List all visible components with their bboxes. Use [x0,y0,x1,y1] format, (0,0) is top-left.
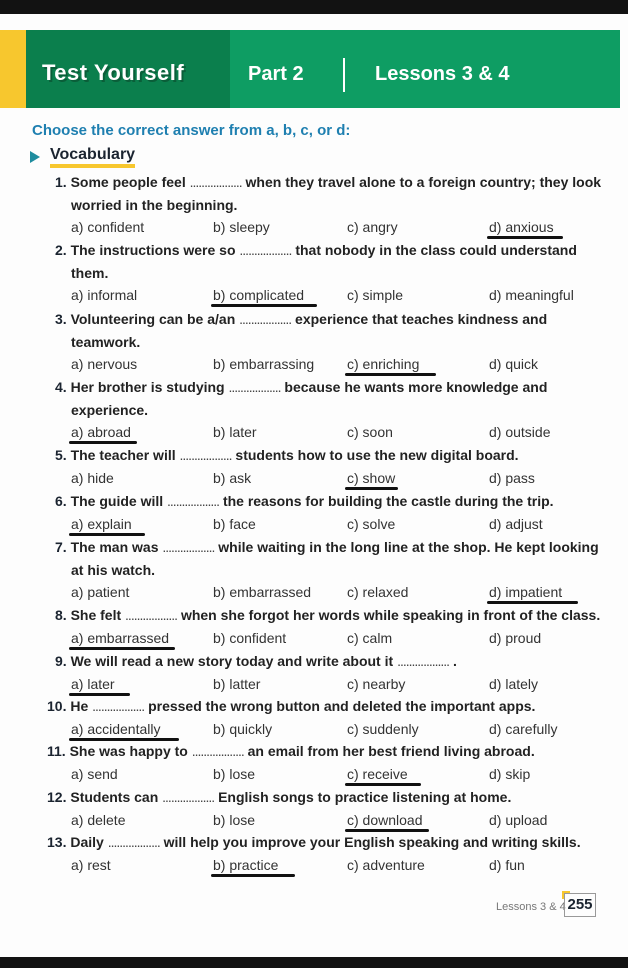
answer-option[interactable]: b) ask [213,469,252,486]
answer-option[interactable]: d) fun [489,856,525,873]
handwritten-underline [69,533,145,536]
question-text: an email from her best friend living abroad. [247,743,535,759]
question-text: We will read a new story today and write about it [70,653,398,669]
answer-option[interactable]: d) pass [489,469,535,486]
answer-option[interactable]: a) abroad [71,424,131,440]
answer-blank: .................. [189,174,242,190]
question-text: students how to use the new digital board. [235,447,519,463]
question-stem [55,652,457,670]
answer-option[interactable]: c) simple [347,287,404,303]
answer-option[interactable]: c) solve [347,515,396,532]
answer-option[interactable]: c) suddenly [347,720,419,737]
answer-option[interactable]: c) enriching [347,356,420,372]
answer-option[interactable]: b) complicated [213,287,305,303]
page-number: 255 [564,893,596,917]
answer-option[interactable]: a) delete [71,811,126,828]
answer-option[interactable]: b) latter [213,675,261,692]
section-arrow-icon [30,151,40,163]
question-stem [47,833,581,851]
question-text: Her brother is studying [70,379,229,395]
question-text: English songs to practice listening at home. [218,789,512,805]
answer-blank: .................. [239,242,292,258]
answer-blank: .................. [125,607,178,623]
answer-option[interactable]: a) patient [71,584,130,600]
question-number: 8. [55,607,67,623]
answer-option[interactable]: b) practice [213,856,279,873]
handwritten-underline [487,236,563,239]
question-stem [55,538,599,556]
question-text: Students can [70,789,163,805]
answer-blank: .................. [92,698,145,714]
answer-option[interactable]: c) show [347,469,396,486]
answer-blank: .................. [179,447,232,463]
handwritten-underline [69,693,130,696]
answer-option[interactable]: a) later [71,675,115,692]
answer-blank: .................. [107,834,160,850]
question-number: 1. [55,174,67,190]
header-banner [0,30,628,108]
answer-option[interactable]: b) lose [213,811,256,828]
section-label: Vocabulary [50,146,135,168]
answer-blank: .................. [228,379,281,395]
handwritten-underline [211,304,317,307]
question-text-continued: at his watch. [71,561,156,578]
answer-option[interactable]: d) upload [489,811,548,828]
question-text: The teacher will [70,447,180,463]
scan-edge-bottom [0,957,628,968]
question-stem [47,742,535,760]
answer-option[interactable]: a) confident [71,219,145,235]
question-number: 5. [55,447,67,463]
question-number: 10. [47,698,67,714]
question-number: 12. [47,789,67,805]
answer-option[interactable]: a) nervous [71,356,138,372]
question-text: when she forgot her words while speaking in front of the class. [180,607,601,623]
question-number: 6. [55,493,67,509]
question-text: She felt [70,607,126,623]
answer-option[interactable]: c) nearby [347,675,406,692]
question-number: 2. [55,242,67,258]
banner-title: Test Yourself [42,60,185,85]
answer-option[interactable]: d) outside [489,424,551,440]
question-text-continued: experience. [71,401,149,418]
answer-blank: .................. [397,653,450,669]
answer-option[interactable]: b) sleepy [213,219,270,235]
banner-lessons: Lessons 3 & 4 [375,63,510,85]
question-stem [55,446,519,464]
question-text-continued: teamwork. [71,333,141,350]
answer-option[interactable]: d) carefully [489,720,558,737]
question-number: 3. [55,311,67,327]
question-text: Daily [70,834,108,850]
scan-edge-top [0,0,628,14]
question-text: when they travel alone to a foreign country; they look [245,174,602,190]
question-number: 9. [55,653,67,669]
question-text-continued: them. [71,264,109,281]
question-stem [47,788,511,806]
question-number: 7. [55,539,67,555]
answer-option[interactable]: d) meaningful [489,287,574,303]
banner-divider [343,58,345,92]
question-text: The guide will [70,493,168,509]
answer-blank: .................. [239,311,292,327]
handwritten-underline [487,601,578,604]
question-text: while waiting in the long line at the shop. He kept looking [218,539,599,555]
question-text: that nobody in the class could understand [295,242,577,258]
answer-option[interactable]: b) embarrassed [213,584,312,600]
answer-option[interactable]: d) lately [489,675,539,692]
answer-option[interactable]: b) face [213,515,256,532]
footer-lessons: Lessons 3 & 4 [496,901,566,913]
handwritten-underline [345,783,421,786]
answer-option[interactable]: b) lose [213,765,256,782]
answer-blank: .................. [162,539,215,555]
handwritten-underline [69,738,179,741]
handwritten-underline [345,487,398,490]
answer-option[interactable]: c) adventure [347,856,425,873]
question-stem [55,492,554,510]
answer-option[interactable]: c) soon [347,424,393,440]
answer-option[interactable]: b) confident [213,629,287,646]
question-text-continued: worried in the beginning. [71,196,238,213]
question-stem [47,697,535,715]
instruction-text: Choose the correct answer from a, b, c, or d: [32,122,351,139]
question-stem [55,241,577,259]
question-text: experience that teaches kindness and [295,311,548,327]
answer-option[interactable]: d) quick [489,356,539,372]
question-number: 13. [47,834,67,850]
answer-option[interactable]: d) skip [489,765,531,782]
question-text: because he wants more knowledge and [284,379,548,395]
question-text: the reasons for building the castle during the trip. [222,493,554,509]
answer-option[interactable]: a) send [71,765,118,782]
answer-option[interactable]: c) relaxed [347,584,409,600]
handwritten-underline [69,441,137,444]
question-text: Volunteering can be a/an [70,311,240,327]
question-stem [55,606,600,624]
handwritten-underline [345,373,436,376]
question-text: pressed the wrong button and deleted the important apps. [148,698,536,714]
answer-option[interactable]: c) download [347,811,423,828]
answer-option[interactable]: a) rest [71,856,111,873]
answer-option[interactable]: a) explain [71,515,132,532]
question-number: 11. [47,743,66,759]
answer-option[interactable]: a) embarrassed [71,629,170,646]
answer-option[interactable]: c) calm [347,629,393,646]
answer-option[interactable]: b) later [213,424,257,440]
answer-option[interactable]: d) impatient [489,584,563,600]
question-text: . [452,653,457,669]
question-text: She was happy to [69,743,192,759]
answer-blank: .................. [191,743,244,759]
question-stem [55,378,547,396]
answer-option[interactable]: d) anxious [489,219,554,235]
answer-option[interactable]: c) angry [347,219,398,235]
handwritten-underline [69,647,175,650]
answer-option[interactable]: b) embarrassing [213,356,315,372]
answer-option[interactable]: b) quickly [213,720,273,737]
answer-option[interactable]: c) receive [347,765,408,782]
question-text: The instructions were so [70,242,240,258]
question-number: 4. [55,379,67,395]
answer-blank: .................. [162,789,215,805]
handwritten-underline [345,829,429,832]
answer-option[interactable]: a) hide [71,469,114,486]
question-stem [55,310,547,328]
question-stem [55,173,601,191]
question-text: He [70,698,93,714]
question-text: will help you improve your English speaking and writing skills. [163,834,581,850]
answer-blank: .................. [167,493,220,509]
answer-option[interactable]: a) accidentally [71,720,161,737]
answer-option[interactable]: a) informal [71,287,138,303]
question-text: The man was [70,539,163,555]
handwritten-underline [211,874,295,877]
banner-part: Part 2 [248,63,304,85]
answer-option[interactable]: d) adjust [489,515,543,532]
question-text: Some people feel [70,174,190,190]
answer-option[interactable]: d) proud [489,629,542,646]
